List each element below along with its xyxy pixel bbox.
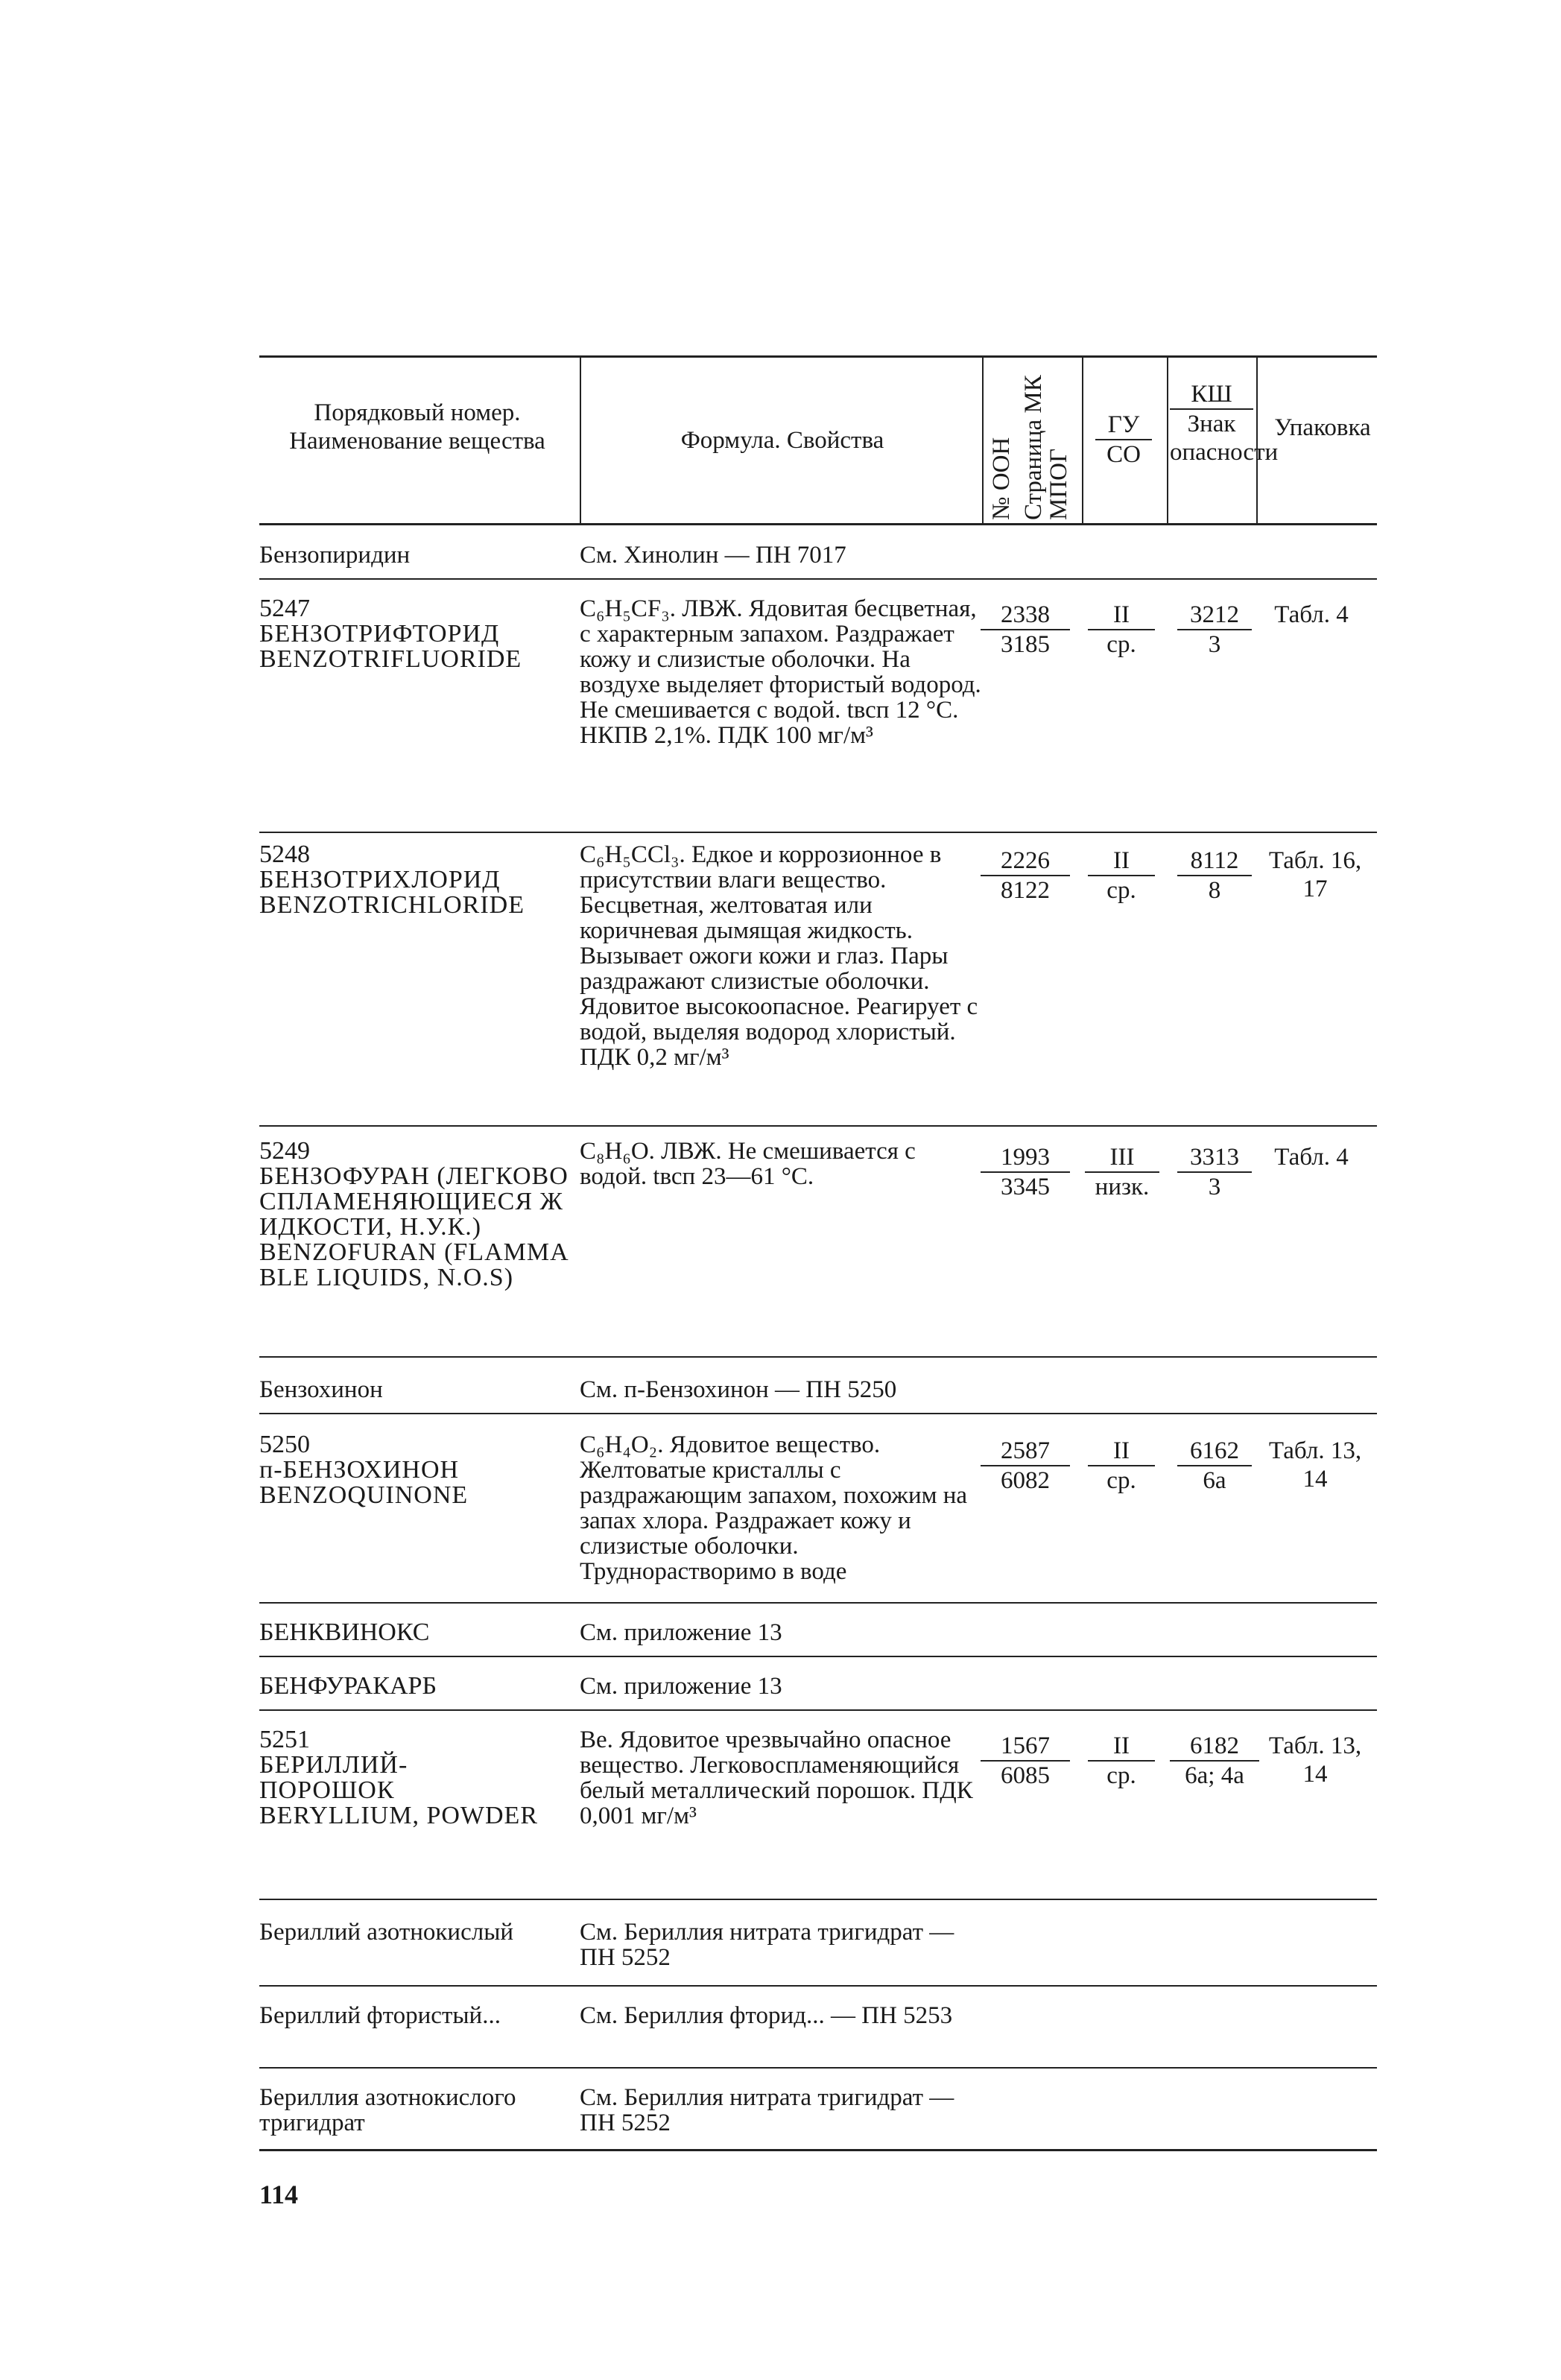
un-number: 1993 (981, 1145, 1070, 1173)
entry-number: 5248 (259, 841, 310, 868)
entry-reference: См. п-Бензохинон — ПН 5250 (580, 1376, 897, 1403)
entry-number: 5250 (259, 1431, 310, 1458)
ksh-fraction (1177, 1438, 1252, 1493)
packaging: Табл. 16, 17 (1268, 847, 1362, 902)
header-gu (1095, 412, 1152, 467)
mk-page: 3185 (1001, 631, 1050, 658)
un-number: 2338 (981, 602, 1070, 630)
header-ksh-bot: Знак опасности (1170, 411, 1279, 466)
entry-properties: C₆H₅CF₃. ЛВЖ. Ядовитая бесцветная, с характерным запахом. Раздражает кожу и слизистые оболочки. На воздухе выделяет фтористый водород. Не смешивается с водой. tвсп 12 °С. НКПВ 2,1%. ПДК 100 мг/м³ (580, 595, 981, 749)
entry-name-en: BENZOTRICHLORIDE (259, 891, 525, 919)
entry-name-ru: БЕНЗОТРИХЛОРИД (259, 866, 501, 893)
mk-page: 3345 (1001, 1174, 1050, 1200)
gu-fraction (1088, 1438, 1155, 1493)
row-rule (259, 1985, 1377, 1987)
gu-value: II (1088, 602, 1155, 630)
gu-fraction (1085, 1145, 1159, 1200)
ksh-value: 3212 (1177, 602, 1252, 630)
entry-name-block (259, 842, 572, 918)
gu-value: III (1085, 1145, 1159, 1173)
entry-number: 5249 (259, 1137, 310, 1165)
so-value: низк. (1095, 1174, 1150, 1200)
header-divider (580, 358, 581, 523)
packaging: Табл. 13, 14 (1268, 1732, 1362, 1788)
un-page-fraction (981, 1733, 1070, 1788)
entry-name: Бериллий фтористый... (259, 2002, 501, 2029)
entry-properties: C₆H₅CCl₃. Едкое и коррозионное в присутствии влаги вещество. Бесцветная, желтоватая или коричневая дымящая жидкость. Вызывает ожоги кожи и глаз. Пары раздражают слизистые оболочки. Ядовитое высокоопасное. Реагирует с водой, выделяя водород хлористый. ПДК 0,2 мг/м³ (580, 841, 978, 1071)
entry-name-block (259, 1432, 572, 1508)
header-name (261, 399, 574, 455)
entry-name-en: BENZOTRIFLUORIDE (259, 645, 522, 673)
entry-name-en: BERYLLIUM, POWDER (259, 1802, 538, 1829)
ksh-fraction (1177, 1145, 1252, 1200)
ksh-fraction (1177, 848, 1252, 903)
mk-page: 6085 (1001, 1762, 1050, 1789)
entry-reference: См. приложение 13 (580, 1619, 782, 1646)
entry-number: 5251 (259, 1726, 310, 1753)
row-rule (259, 2067, 1377, 2069)
entry-reference: См. Хинолин — ПН 7017 (580, 542, 846, 569)
entry-name-ru: БЕНЗОТРИФТОРИД (259, 620, 500, 648)
table-bottom-rule (259, 2149, 1377, 2151)
un-page-fraction (981, 848, 1070, 903)
hazard-sign: 3 (1208, 631, 1221, 658)
row-rule (259, 578, 1377, 580)
entry-name-ru: БЕНЗОФУРАН (ЛЕГКОВОСПЛАМЕНЯЮЩИЕСЯ ЖИДКОСТИ, Н.У.К.) (259, 1162, 569, 1241)
entry-number: 5247 (259, 595, 310, 622)
gu-value: II (1088, 1733, 1155, 1762)
row-rule (259, 1602, 1377, 1604)
header-divider (1082, 358, 1083, 523)
row-rule (259, 1356, 1377, 1358)
header-page (1021, 364, 1071, 520)
ksh-fraction (1177, 602, 1252, 657)
header-gu-top: ГУ (1095, 412, 1152, 440)
gu-fraction (1088, 602, 1155, 657)
hazard-sign: 6а (1203, 1467, 1226, 1494)
header-gu-bot: СО (1106, 441, 1141, 468)
ksh-value: 3313 (1177, 1145, 1252, 1173)
un-page-fraction (981, 1438, 1070, 1493)
entry-name-en: BENZOFURAN (FLAMMABLE LIQUIDS, N.O.S) (259, 1238, 569, 1291)
entry-reference: См. Бериллия нитрата тригидрат — ПН 5252 (580, 2084, 954, 2136)
header-ksh (1170, 380, 1279, 466)
un-page-fraction (981, 1145, 1070, 1200)
row-rule (259, 1709, 1377, 1711)
header-bottom-rule (259, 523, 1377, 525)
header-formula (583, 426, 982, 455)
packaging: Табл. 4 (1274, 601, 1349, 628)
entry-name: БЕНКВИНОКС (259, 1618, 430, 1646)
entry-name: Бензопиридин (259, 542, 411, 569)
row-rule (259, 1413, 1377, 1414)
entry-name-ru: п-БЕНЗОХИНОН (259, 1456, 460, 1484)
header-name-label: Порядковый номер. Наименование вещества (289, 399, 545, 455)
entry-reference: См. приложение 13 (580, 1673, 782, 1700)
so-value: ср. (1106, 1467, 1136, 1494)
entry-name-ru: БЕРИЛЛИЙ-ПОРОШОК (259, 1751, 408, 1804)
ksh-value: 6182 (1170, 1733, 1259, 1762)
un-number: 1567 (981, 1733, 1070, 1762)
so-value: ср. (1106, 1762, 1136, 1789)
entry-name: БЕНФУРАКАРБ (259, 1672, 437, 1700)
header-pack (1267, 414, 1378, 442)
hazard-sign: 8 (1208, 877, 1221, 904)
header-pack-label: Упаковка (1274, 414, 1371, 441)
entry-name: Бериллия азотнокислого тригидрат (259, 2084, 516, 2136)
header-divider (1167, 358, 1168, 523)
un-page-fraction (981, 602, 1070, 657)
header-un (988, 364, 1015, 520)
hazard-sign: 3 (1208, 1174, 1221, 1200)
un-number: 2587 (981, 1438, 1070, 1466)
ksh-value: 6162 (1177, 1438, 1252, 1466)
mk-page: 8122 (1001, 877, 1050, 904)
ksh-value: 8112 (1177, 848, 1252, 876)
mk-page: 6082 (1001, 1467, 1050, 1494)
header-ksh-top: КШ (1170, 380, 1253, 410)
entry-name-block (259, 1139, 572, 1291)
row-rule (259, 1656, 1377, 1657)
gu-fraction (1088, 848, 1155, 903)
entry-properties: C₈H₆O. ЛВЖ. Не смешивается с водой. tвсп 23—61 °С. (580, 1138, 916, 1190)
header-un-label: № ООН (988, 437, 1015, 520)
header-formula-label: Формула. Свойства (680, 427, 884, 454)
entry-properties: Be. Ядовитое чрезвычайно опасное вещество. Легковоспламеняющийся белый металлический порошок. ПДК 0,001 мг/м³ (580, 1727, 973, 1829)
header-divider (982, 358, 984, 523)
header-top-rule (259, 355, 1377, 358)
header-page-label: Страница МК МПОГ (1020, 375, 1072, 520)
gu-fraction (1088, 1733, 1155, 1788)
packaging: Табл. 4 (1274, 1144, 1349, 1171)
entry-name-block (259, 1727, 572, 1829)
page-number: 114 (259, 2180, 299, 2209)
so-value: ср. (1106, 877, 1136, 904)
entry-reference: См. Бериллия фторид... — ПН 5253 (580, 2002, 953, 2029)
entry-name: Бериллий азотнокислый (259, 1919, 514, 1946)
entry-name-block (259, 596, 572, 672)
gu-value: II (1088, 1438, 1155, 1466)
row-rule (259, 832, 1377, 833)
row-rule (259, 1125, 1377, 1127)
entry-reference: См. Бериллия нитрата тригидрат — ПН 5252 (580, 1919, 954, 1971)
gu-value: II (1088, 848, 1155, 876)
un-number: 2226 (981, 848, 1070, 876)
packaging: Табл. 13, 14 (1268, 1437, 1362, 1493)
entry-name-en: BENZOQUINONE (259, 1481, 469, 1509)
so-value: ср. (1106, 631, 1136, 658)
hazard-sign: 6а; 4а (1185, 1762, 1244, 1789)
entry-name: Бензохинон (259, 1376, 383, 1403)
entry-properties: C₆H₄O₂. Ядовитое вещество. Желтоватые кристаллы с раздражающим запахом, похожим на запах хлора. Раздражает кожу и слизистые оболочки. Труднорастворимо в воде (580, 1431, 968, 1585)
ksh-fraction (1170, 1733, 1259, 1788)
row-rule (259, 1899, 1377, 1900)
